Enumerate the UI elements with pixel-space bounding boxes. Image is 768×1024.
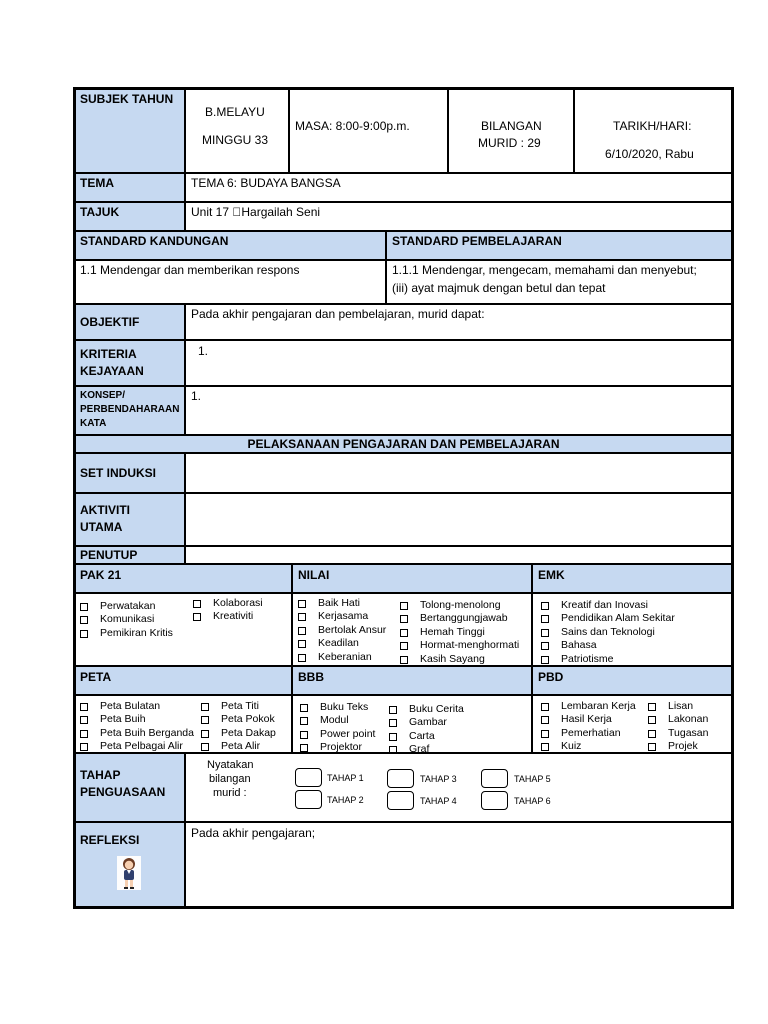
set-induksi-value-cell [185,453,732,493]
bbb-list-2 [387,703,464,757]
checkbox-item[interactable]: Peta Buih [78,713,194,726]
teacher-icon [117,856,141,890]
checkbox-item[interactable]: Sains dan Teknologi [539,626,675,639]
tahap-label-1: TAHAP [80,768,121,782]
tahap-1-box[interactable] [295,768,322,787]
pak21-list-2 [191,597,263,624]
checkbox-item[interactable]: Pemikiran Kritis [78,627,173,640]
checkbox-item[interactable]: Buku Cerita [387,703,464,716]
bbb-list-1 [298,701,375,755]
peta-list-1 [78,700,194,754]
nilai-list-2 [398,599,519,666]
checkbox-item[interactable]: Peta Buih Berganda [78,727,194,740]
tahap-4-box[interactable] [387,791,414,810]
tahap-5-label: TAHAP 5 [514,774,551,784]
checkbox-item[interactable]: Kerjasama [296,610,386,623]
tajuk-value: Unit 17 Hargailah Seni [191,205,312,219]
bilangan-label: BILANGAN [481,119,542,133]
checkbox-item[interactable]: Modul [298,714,375,727]
checkbox-item[interactable]: Baik Hati [296,597,386,610]
checkbox-item[interactable]: Hasil Kerja [539,713,636,726]
checkbox-item[interactable]: Peta Pelbagai Alir [78,740,194,753]
checkbox-item[interactable]: Peta Bulatan [78,700,194,713]
checkbox-item[interactable]: Bahasa [539,639,675,652]
peta-label: PETA [80,670,112,684]
checkbox-item[interactable]: Carta [387,730,464,743]
penutup-label: PENUTUP [80,548,138,562]
tahap-note-1: Nyatakan [207,759,254,771]
konsep-label-1: KONSEP/ [80,390,126,401]
checkbox-item[interactable]: Bertanggungjawab [398,612,519,625]
tahap-2-label: TAHAP 2 [327,795,364,805]
checkbox-item[interactable]: Tugasan [646,727,708,740]
tarikh-value: 6/10/2020, Rabu [605,147,694,161]
checkbox-item[interactable]: Lembaran Kerja [539,700,636,713]
week-value: MINGGU 33 [202,133,269,147]
bilangan-value: MURID : 29 [478,136,541,150]
checkbox-item[interactable]: Keadilan [296,637,386,650]
checkbox-item[interactable]: Graf [387,743,464,756]
objektif-label: OBJEKTIF [80,315,140,329]
tahap-1-label: TAHAP 1 [327,773,364,783]
checkbox-item[interactable]: Projektor [298,741,375,754]
checkbox-item[interactable]: Tolong-menolong [398,599,519,612]
checkbox-item[interactable]: Kreatif dan Inovasi [539,599,675,612]
pbd-label: PBD [538,670,564,684]
objektif-value: Pada akhir pengajaran dan pembelajaran, murid dapat: [191,307,485,321]
checkbox-item[interactable]: Kuiz [539,740,636,753]
kriteria-value-cell [185,340,732,386]
checkbox-item[interactable]: Kasih Sayang [398,653,519,666]
konsep-label-2: PERBENDAHARAAN [80,404,180,415]
checkbox-item[interactable]: Gambar [387,716,464,729]
tahap-6-box[interactable] [481,791,508,810]
checkbox-item[interactable]: Peta Alir [199,740,276,753]
pbd-list-1 [539,700,636,754]
checkbox-item[interactable]: Komunikasi [78,613,173,626]
checkbox-item[interactable]: Lisan [646,700,708,713]
set-induksi-label: SET INDUKSI [80,466,157,480]
tarikh-label: TARIKH/HARI: [613,119,692,133]
checkbox-item[interactable]: Hemah Tinggi [398,626,519,639]
checkbox-item[interactable]: Keberanian [296,651,386,664]
peta-list-2 [199,700,276,754]
standard-kandungan-label: STANDARD KANDUNGAN [80,234,229,248]
kriteria-label-1: KRITERIA [80,347,137,361]
tema-label: TEMA [80,176,114,190]
aktiviti-label-2: UTAMA [80,520,123,534]
penutup-value-cell [185,546,732,564]
standard-pembelajaran-line2: (iii) ayat majmuk dengan betul dan tepat [392,281,606,295]
tahap-note-3: murid : [213,787,247,799]
checkbox-item[interactable]: Kolaborasi [191,597,263,610]
subject-value: B.MELAYU [205,105,265,119]
checkbox-item[interactable]: Bertolak Ansur [296,624,386,637]
checkbox-item[interactable]: Pemerhatian [539,727,636,740]
refleksi-value: Pada akhir pengajaran; [191,826,316,840]
tahap-3-box[interactable] [387,769,414,788]
pak21-label: PAK 21 [80,568,122,582]
aktiviti-label-1: AKTIVITI [80,503,130,517]
tajuk-label: TAJUK [80,205,120,219]
pbd-list-2 [646,700,708,754]
tema-value: TEMA 6: BUDAYA BANGSA [191,176,341,190]
konsep-value: 1. [191,389,202,403]
tahap-5-box[interactable] [481,769,508,788]
subjek-tahun-label: SUBJEK TAHUN [80,92,174,106]
tahap-4-label: TAHAP 4 [420,796,457,806]
checkbox-item[interactable]: Projek [646,740,708,753]
standard-kandungan-value: 1.1 Mendengar dan memberikan respons [80,263,300,277]
nilai-label: NILAI [298,568,330,582]
subject-cell [185,89,289,173]
tahap-6-label: TAHAP 6 [514,796,551,806]
bbb-label: BBB [298,670,324,684]
standard-pembelajaran-label: STANDARD PEMBELAJARAN [392,234,562,248]
bbb-header [292,666,532,695]
checkbox-item[interactable]: Peta Titi [199,700,276,713]
tahap-2-box[interactable] [295,790,322,809]
pak21-list-1 [78,600,173,640]
checkbox-item[interactable]: Kreativiti [191,610,263,623]
tahap-value-cell [185,753,732,822]
konsep-value-cell [185,386,732,435]
refleksi-label: REFLEKSI [80,833,140,847]
tahap-3-label: TAHAP 3 [420,774,457,784]
tahap-note-2: bilangan [209,773,251,785]
checkbox-item[interactable]: Lakonan [646,713,708,726]
standard-pembelajaran-line1: 1.1.1 Mendengar, mengecam, memahami dan menyebut; [392,263,697,277]
masa-value: MASA: 8:00-9:00p.m. [295,119,410,133]
checkbox-item[interactable]: Buku Teks [298,701,375,714]
checkbox-item[interactable]: Pendidikan Alam Sekitar [539,612,675,625]
kriteria-value: 1. [198,344,209,358]
aktiviti-value-cell [185,493,732,546]
tahap-label-2: PENGUASAAN [80,785,166,799]
checkbox-item[interactable]: Power point [298,728,375,741]
pelaksanaan-title: PELAKSANAAN PENGAJARAN DAN PEMBELAJARAN [247,437,560,451]
kriteria-label-2: KEJAYAAN [80,364,144,378]
checkbox-item[interactable]: Hormat-menghormati [398,639,519,652]
checkbox-item[interactable]: Perwatakan [78,600,173,613]
emk-list [539,599,675,666]
checkbox-item[interactable]: Peta Pokok [199,713,276,726]
emk-label: EMK [538,568,565,582]
checkbox-item[interactable]: Peta Dakap [199,727,276,740]
checkbox-item[interactable]: Patriotisme [539,653,675,666]
nilai-list-1 [296,597,386,664]
konsep-label-3: KATA [80,418,107,429]
